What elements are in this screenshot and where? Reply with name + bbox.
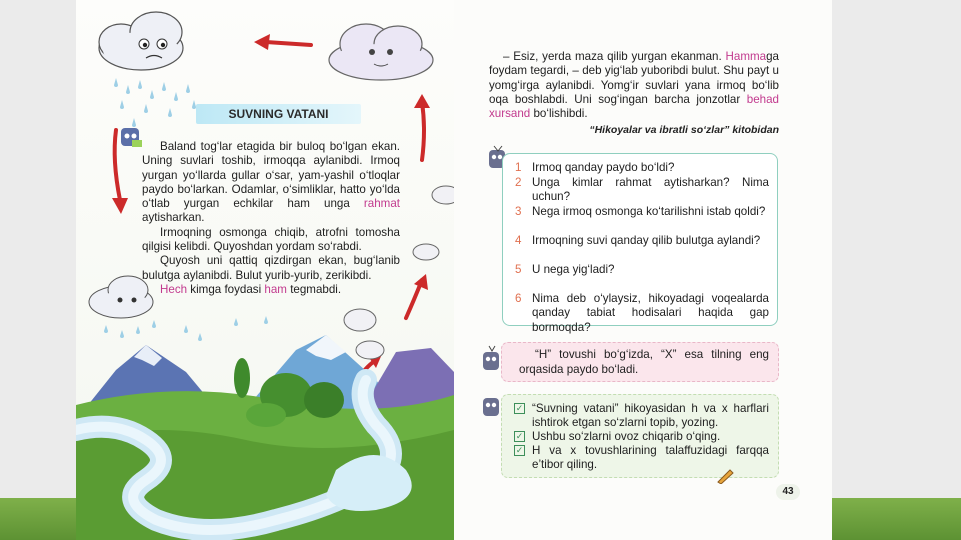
question-number: 5 [515,263,522,276]
book-spread [76,0,832,540]
question-item [515,263,769,277]
question-number: 4 [515,234,522,247]
question-item [515,234,769,248]
question-text: U nega yig‘ladi? [532,263,615,276]
story-text [142,140,400,297]
story-paragraph [142,254,400,283]
read-aloud-character-icon [118,124,144,150]
task-item [514,402,769,429]
tasks-box [501,394,779,478]
checkbox-icon: ✓ [515,403,524,413]
story-paragraph [142,140,400,226]
story-paragraph [142,283,400,297]
highlighted-word: ham [264,282,287,296]
question-number: 1 [515,161,522,174]
question-item [515,161,769,175]
highlighted-word: Hamma [725,50,767,63]
pronunciation-hint-text: “H” tovushi bo‘g‘izda, “X” esa tilning eng orqasida paydo bo‘ladi. [519,348,769,376]
question-number: 3 [515,205,522,218]
pencil-icon [716,466,736,484]
crying-cloud-illustration [99,12,183,70]
question-text: Nega irmoq osmonga ko‘tarilishni istab qoldi? [532,205,766,218]
story-source: “Hikoyalar va ibratli so‘zlar” kitobidan [589,124,779,136]
text-run: aytisharkan. [142,211,205,225]
questions-box [502,153,778,334]
story-paragraph [489,50,779,121]
text-run: kimga foydasi [187,282,265,296]
story-title: SUVNING VATANI [196,104,361,124]
text-run: bo‘lishibdi. [530,107,588,121]
text-run: – Esiz, yerda maza qilib yurgan ekanman. [503,50,726,63]
sad-cloud-illustration [329,24,433,80]
question-item [515,176,769,205]
checkbox-icon: ✓ [515,431,524,441]
text-run: Irmoqning osmonga chiqib, atrofni tomosha qilgisi kelibdi. Quyoshdan yordam so‘rabdi. [142,225,400,254]
task-text: Ushbu so‘zlarni ovoz chiqarib o‘qing. [532,430,721,443]
question-text: Irmoq qanday paydo bo‘ldi? [532,161,675,174]
text-run: Quyosh uni qattiq qizdirgan ekan, bug‘lanib bulutga aylanibdi. Bulut yurib-yurib, zerikibdi. [142,254,400,282]
text-run: tegmabdi. [286,282,342,296]
question-text: Nima deb o‘ylaysiz, hikoyadagi voqealarda qanday tabiat hodisalari haqida gap bormoqda? [532,292,769,334]
highlighted-word: behad xursand [489,92,779,121]
task-item [514,430,769,444]
page-number: 43 [776,484,800,500]
rain-drops [114,78,196,127]
story-continuation [489,50,779,121]
question-number: 2 [515,176,522,189]
question-item [515,205,769,219]
task-text: “Suvning vatani” hikoyasidan h va x harflari ishtirok etgan so‘zlarni topib, yozing. [532,402,769,429]
text-run: ga foydam tegardi, – deb yig‘lab yuboribdi bulut. Shu payt u yomg‘irga aylanibdi. Yomg‘ir suvlari yana irmoq bo‘lib oqa boshlabdi. Uni sog‘ingan barcha jonzotlar [489,50,779,106]
question-number: 6 [515,292,522,305]
text-run: Baland tog‘lar etagida bir buloq bo‘lgan ekan. Uning suvlari toshib, irmoqqa aylanibdi. Irmoq yurgan yo‘llarda gullar o‘sar, yam-yashil o‘tloqlar paydo bo‘larkan. Odamlar, o‘simliklar, hatto yo‘lda o‘tlab yurgan echkilar ham unga [142,140,400,211]
question-text: Unga kimlar rahmat aytisharkan? Nima uchun? [532,176,769,204]
task-text: H va x tovushlarining talaffuzidagi farqqa e’tibor qiling. [532,444,769,471]
checkbox-icon: ✓ [515,445,524,455]
question-text: Irmoqning suvi qanday qilib bulutga aylandi? [532,234,761,247]
pronunciation-hint-box [501,342,779,382]
highlighted-word: Hech [160,282,188,296]
question-item [515,292,769,335]
story-paragraph [142,226,400,255]
highlighted-word: rahmat [363,197,400,211]
